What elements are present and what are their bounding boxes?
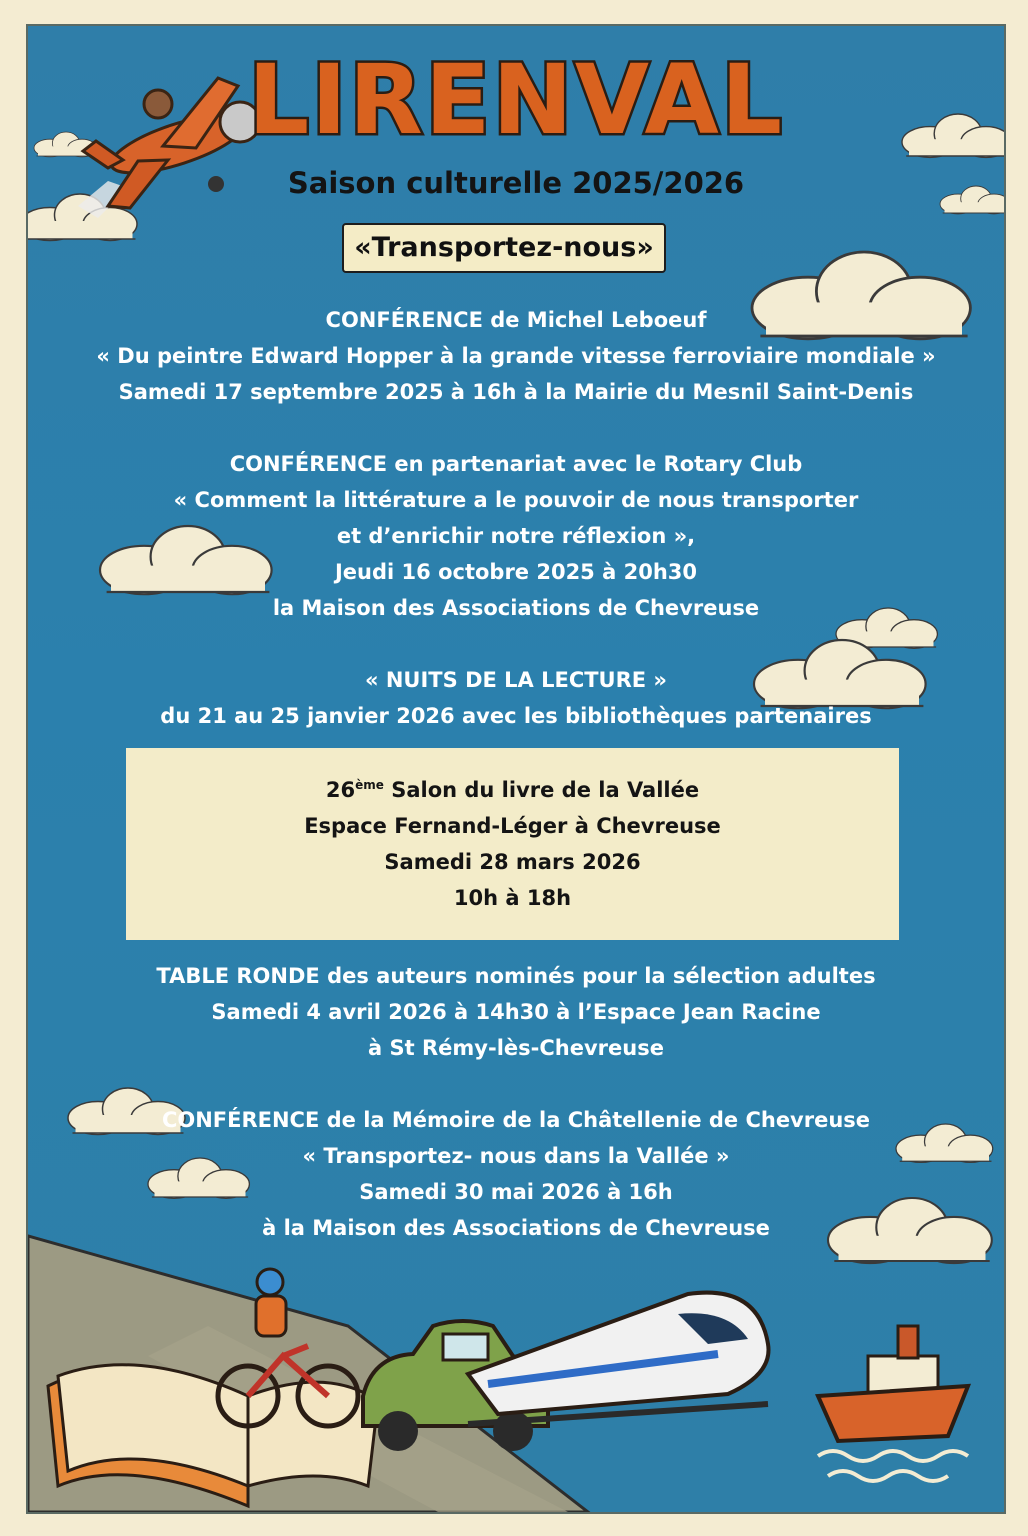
salon-hours: 10h à 18h xyxy=(453,886,572,910)
event-conference-memoire xyxy=(28,1102,1004,1246)
event-line: « NUITS DE LA LECTURE » xyxy=(364,668,668,692)
event-line: la Maison des Associations de Chevreuse xyxy=(272,596,760,620)
train-icon xyxy=(468,1293,769,1424)
salon-title-text: Salon du livre de la Vallée xyxy=(383,778,700,802)
event-line: Samedi 4 avril 2026 à 14h30 à l’Espace Jean Racine xyxy=(211,1000,821,1024)
subtitle: Saison culturelle 2025/2026 xyxy=(287,166,745,200)
poster xyxy=(26,24,1006,1514)
ship-icon xyxy=(818,1326,968,1481)
event-line: Samedi 17 septembre 2025 à 16h à la Mairie du Mesnil Saint-Denis xyxy=(118,380,914,404)
event-line: à la Maison des Associations de Chevreuse xyxy=(262,1216,770,1240)
event-line: « Comment la littérature a le pouvoir de nous transporter xyxy=(173,488,859,512)
event-table-ronde xyxy=(28,958,1004,1066)
event-line: « Transportez- nous dans la Vallée » xyxy=(302,1144,730,1168)
theme-label: «Transportez-nous» xyxy=(342,223,666,273)
salon-date: Samedi 28 mars 2026 xyxy=(384,850,641,874)
event-line: CONFÉRENCE de la Mémoire de la Châtellenie de Chevreuse xyxy=(161,1108,871,1132)
event-conference-hopper xyxy=(28,302,1004,410)
event-line: à St Rémy-lès-Chevreuse xyxy=(368,1036,664,1060)
event-line: TABLE RONDE des auteurs nominés pour la sélection adultes xyxy=(156,964,876,988)
event-nuits-lecture xyxy=(28,662,1004,734)
salon-box xyxy=(126,748,899,940)
event-line: du 21 au 25 janvier 2026 avec les bibliothèques partenaires xyxy=(160,704,872,728)
event-conference-rotary xyxy=(28,446,1004,626)
events-top xyxy=(28,302,1004,734)
event-line: CONFÉRENCE en partenariat avec le Rotary Club xyxy=(229,452,803,476)
event-line: et d’enrichir notre réflexion », xyxy=(336,524,696,548)
salon-number: 26 xyxy=(325,778,356,802)
event-line: Jeudi 16 octobre 2025 à 20h30 xyxy=(334,560,697,584)
event-line: « Du peintre Edward Hopper à la grande vitesse ferroviaire mondiale » xyxy=(96,344,936,368)
salon-superscript: ème xyxy=(355,778,384,792)
event-line: Samedi 30 mai 2026 à 16h xyxy=(359,1180,673,1204)
event-line: CONFÉRENCE de Michel Leboeuf xyxy=(325,308,707,332)
title: LIRENVAL xyxy=(248,44,784,156)
events-bottom xyxy=(28,958,1004,1246)
salon-place: Espace Fernand-Léger à Chevreuse xyxy=(304,814,721,838)
salon-title xyxy=(126,772,899,808)
